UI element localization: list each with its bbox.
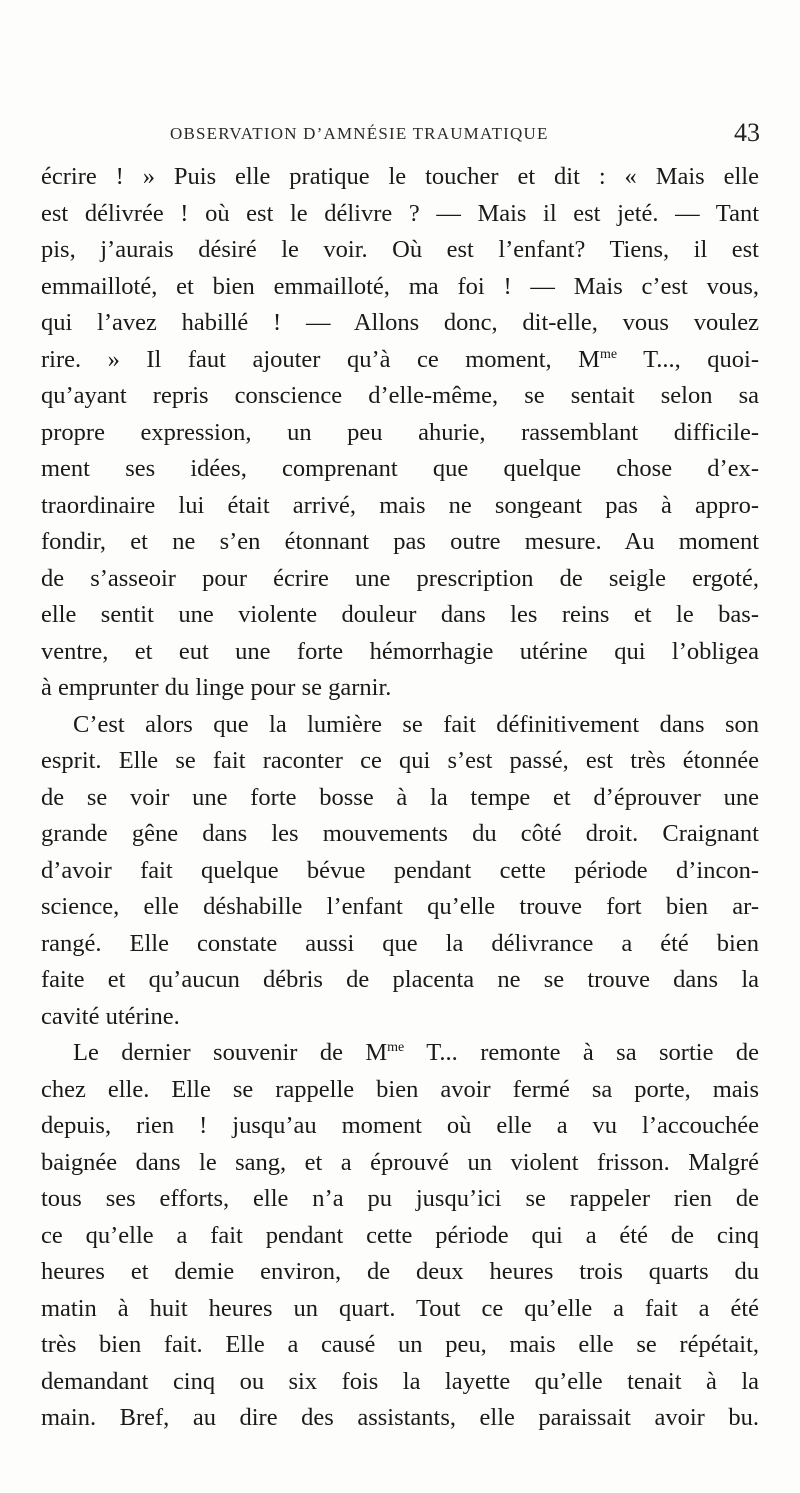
text-line: C’est alors que la lumière se fait définitivement dans son: [73, 710, 759, 738]
text-line: baignée dans le sang, et a éprouvé un violent frisson. Malgré: [41, 1148, 759, 1176]
text-fragment: rire. » Il faut ajouter qu’à ce moment, M: [41, 345, 600, 373]
text-line: à emprunter du linge pour se garnir.: [41, 674, 392, 701]
text-line: grande gêne dans les mouvements du côté droit. Craignant: [41, 820, 759, 847]
text-line: ment ses idées, comprenant que quelque chose d’ex-: [41, 455, 759, 482]
text-line: faite et qu’aucun débris de placenta ne se trouve dans la: [41, 966, 759, 993]
text-line: de se voir une forte bosse à la tempe et d’éprouver une: [41, 783, 759, 811]
text-line: esprit. Elle se fait raconter ce qui s’est passé, est très étonnée: [41, 747, 759, 774]
text-line: ce qu’elle a fait pendant cette période qui a été de cinq: [41, 1221, 759, 1249]
text-line: main. Bref, au dire des assistants, elle paraissait avoir bu.: [41, 1404, 759, 1431]
text-line: très bien fait. Elle a causé un peu, mais elle se répétait,: [41, 1331, 759, 1358]
text-line: tous ses efforts, elle n’a pu jusqu’ici se rappeler rien de: [41, 1185, 759, 1212]
running-head: [40, 118, 760, 154]
text-line: traordinaire lui était arrivé, mais ne songeant pas à appro-: [41, 491, 759, 519]
text-line: rangé. Elle constate aussi que la délivrance a été bien: [41, 929, 759, 957]
body-text: [41, 159, 759, 1437]
text-line: heures et demie environ, de deux heures trois quarts du: [41, 1258, 759, 1285]
text-line: d’avoir fait quelque bévue pendant cette période d’incon-: [41, 856, 759, 884]
text-line: propre expression, un peu ahurie, rassemblant difficile-: [41, 418, 759, 446]
text-line: depuis, rien ! jusqu’au moment où elle a vu l’accouchée: [41, 1112, 759, 1139]
text-line: qu’ayant repris conscience d’elle-même, se sentait selon sa: [41, 382, 759, 409]
superscript: me: [599, 346, 618, 362]
text-fragment: T... remonte à sa sortie de: [404, 1039, 759, 1066]
text-line: science, elle déshabille l’enfant qu’elle trouve fort bien ar-: [41, 893, 759, 920]
text-line: est délivrée ! où est le délivre ? — Mais il est jeté. — Tant: [41, 199, 759, 227]
running-title: OBSERVATION D’AMNÉSIE TRAUMATIQUE: [170, 124, 549, 143]
text-line: demandant cinq ou six fois la layette qu’elle tenait à la: [41, 1367, 759, 1395]
text-line: écrire ! » Puis elle pratique le toucher et dit : « Mais elle: [41, 163, 759, 190]
text-fragment: Le dernier souvenir de M: [73, 1039, 388, 1066]
text-line: ventre, et eut une forte hémorrhagie utérine qui l’obligea: [41, 637, 759, 665]
text-line: elle sentit une violente douleur dans les reins et le bas-: [41, 601, 759, 628]
superscript: me: [387, 1040, 405, 1055]
text-line: pis, j’aurais désiré le voir. Où est l’enfant? Tiens, il est: [41, 236, 759, 263]
text-line: qui l’avez habillé ! — Allons donc, dit-elle, vous voulez: [41, 309, 759, 336]
text-line: fondir, et ne s’en étonnant pas outre mesure. Au moment: [41, 528, 759, 555]
text-fragment: T..., quoi-: [617, 345, 760, 373]
text-line: [41, 342, 759, 379]
text-line: de s’asseoir pour écrire une prescription de seigle ergoté,: [41, 564, 759, 592]
text-line: matin à huit heures un quart. Tout ce qu’elle a fait a été: [41, 1294, 759, 1322]
text-line: emmailloté, et bien emmailloté, ma foi ! — Mais c’est vous,: [41, 272, 759, 300]
page-number: 43: [734, 118, 760, 147]
text-line: [41, 1035, 759, 1072]
text-line: cavité utérine.: [41, 1002, 180, 1030]
text-line: chez elle. Elle se rappelle bien avoir fermé sa porte, mais: [41, 1075, 759, 1103]
